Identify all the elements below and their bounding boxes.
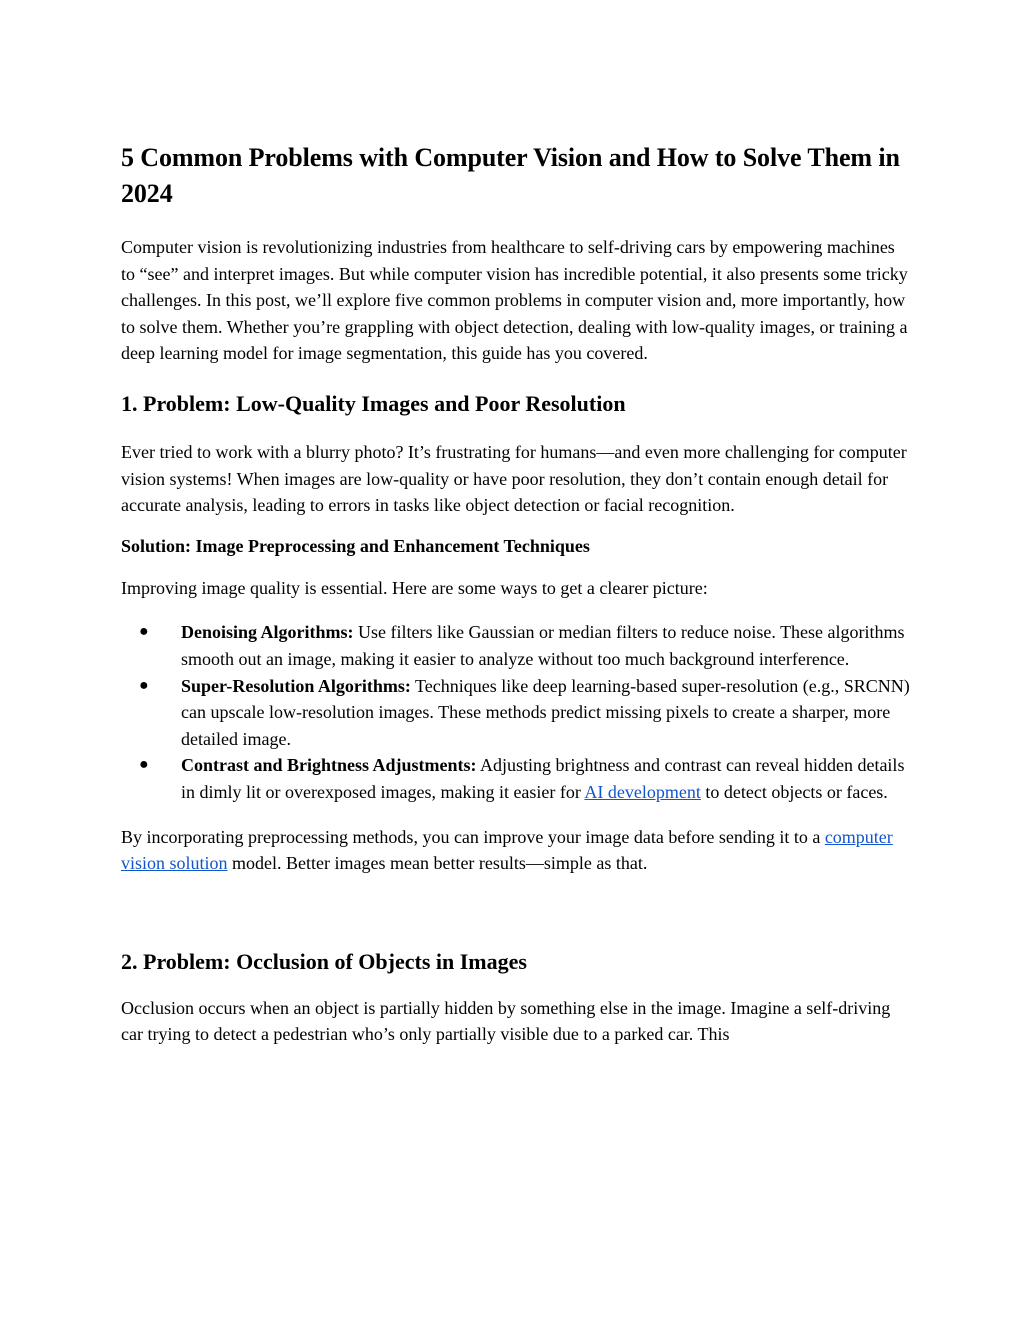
list-item (121, 752, 911, 805)
section-1-closing (121, 824, 911, 877)
list-item-term: Super-Resolution Algorithms: (181, 675, 411, 696)
bullet-icon: ● (139, 623, 149, 641)
section-2-paragraph: Occlusion occurs when an object is partially hidden by something else in the image. Imagine a self-driving car trying to detect a pedestrian who’s only partially visible due to a parked car. This (121, 997, 891, 1045)
list-item-text: Use filters like Gaussian or median filters to reduce noise. These algorithms smooth out an image, making it easier to analyze without too much background interference. (181, 622, 905, 669)
intro-paragraph: Computer vision is revolutionizing industries from healthcare to self-driving cars by empowering machines to “see” and interpret images. But while computer vision has incredible potential, it also presents some tricky challenges. In this post, we’ll explore five common problems in computer vision and, more importantly, how to solve them. Whether you’re grappling with object detection, dealing with low-quality images, or training a deep learning model for image segmentation, this guide has you covered. (121, 237, 908, 364)
solution-heading: Solution: Image Preprocessing and Enhancement Techniques (121, 535, 590, 556)
closing-text-after: model. Better images mean better results—simple as that. (227, 853, 648, 874)
computer-vision-solution-link[interactable]: computer vision solution (121, 826, 893, 874)
document-page (121, 140, 911, 1048)
page-title: 5 Common Problems with Computer Vision and How to Solve Them in 2024 (121, 143, 900, 208)
list-item-text: Techniques like deep learning-based super-resolution (e.g., SRCNN) can upscale low-resolution images. These methods predict missing pixels to create a sharper, more detailed image. (181, 675, 910, 749)
section-2-heading: 2. Problem: Occlusion of Objects in Images (121, 948, 527, 974)
list-item-term: Contrast and Brightness Adjustments: (181, 755, 477, 776)
solution-intro: Improving image quality is essential. Here are some ways to get a clearer picture: (121, 577, 708, 598)
solution-list (121, 619, 911, 805)
section-1-heading: 1. Problem: Low-Quality Images and Poor Resolution (121, 390, 626, 416)
list-item (121, 673, 911, 753)
list-item-text: Adjusting brightness and contrast can reveal hidden details in dimly lit or overexposed images, making it easier for (181, 755, 905, 802)
list-item-text-after: to detect objects or faces. (700, 781, 888, 802)
bullet-icon: ● (139, 756, 149, 774)
list-item (121, 619, 911, 672)
section-1-paragraph: Ever tried to work with a blurry photo? It’s frustrating for humans—and even more challenging for computer vision systems! When images are low-quality or have poor resolution, they don’t contain enough detail for accurate analysis, leading to errors in tasks like object detection or facial recognition. (121, 441, 907, 516)
closing-text: By incorporating preprocessing methods, you can improve your image data before sending it to a (121, 826, 825, 847)
ai-development-link[interactable]: AI development (584, 781, 701, 802)
list-item-term: Denoising Algorithms: (181, 622, 354, 643)
bullet-icon: ● (139, 676, 149, 694)
